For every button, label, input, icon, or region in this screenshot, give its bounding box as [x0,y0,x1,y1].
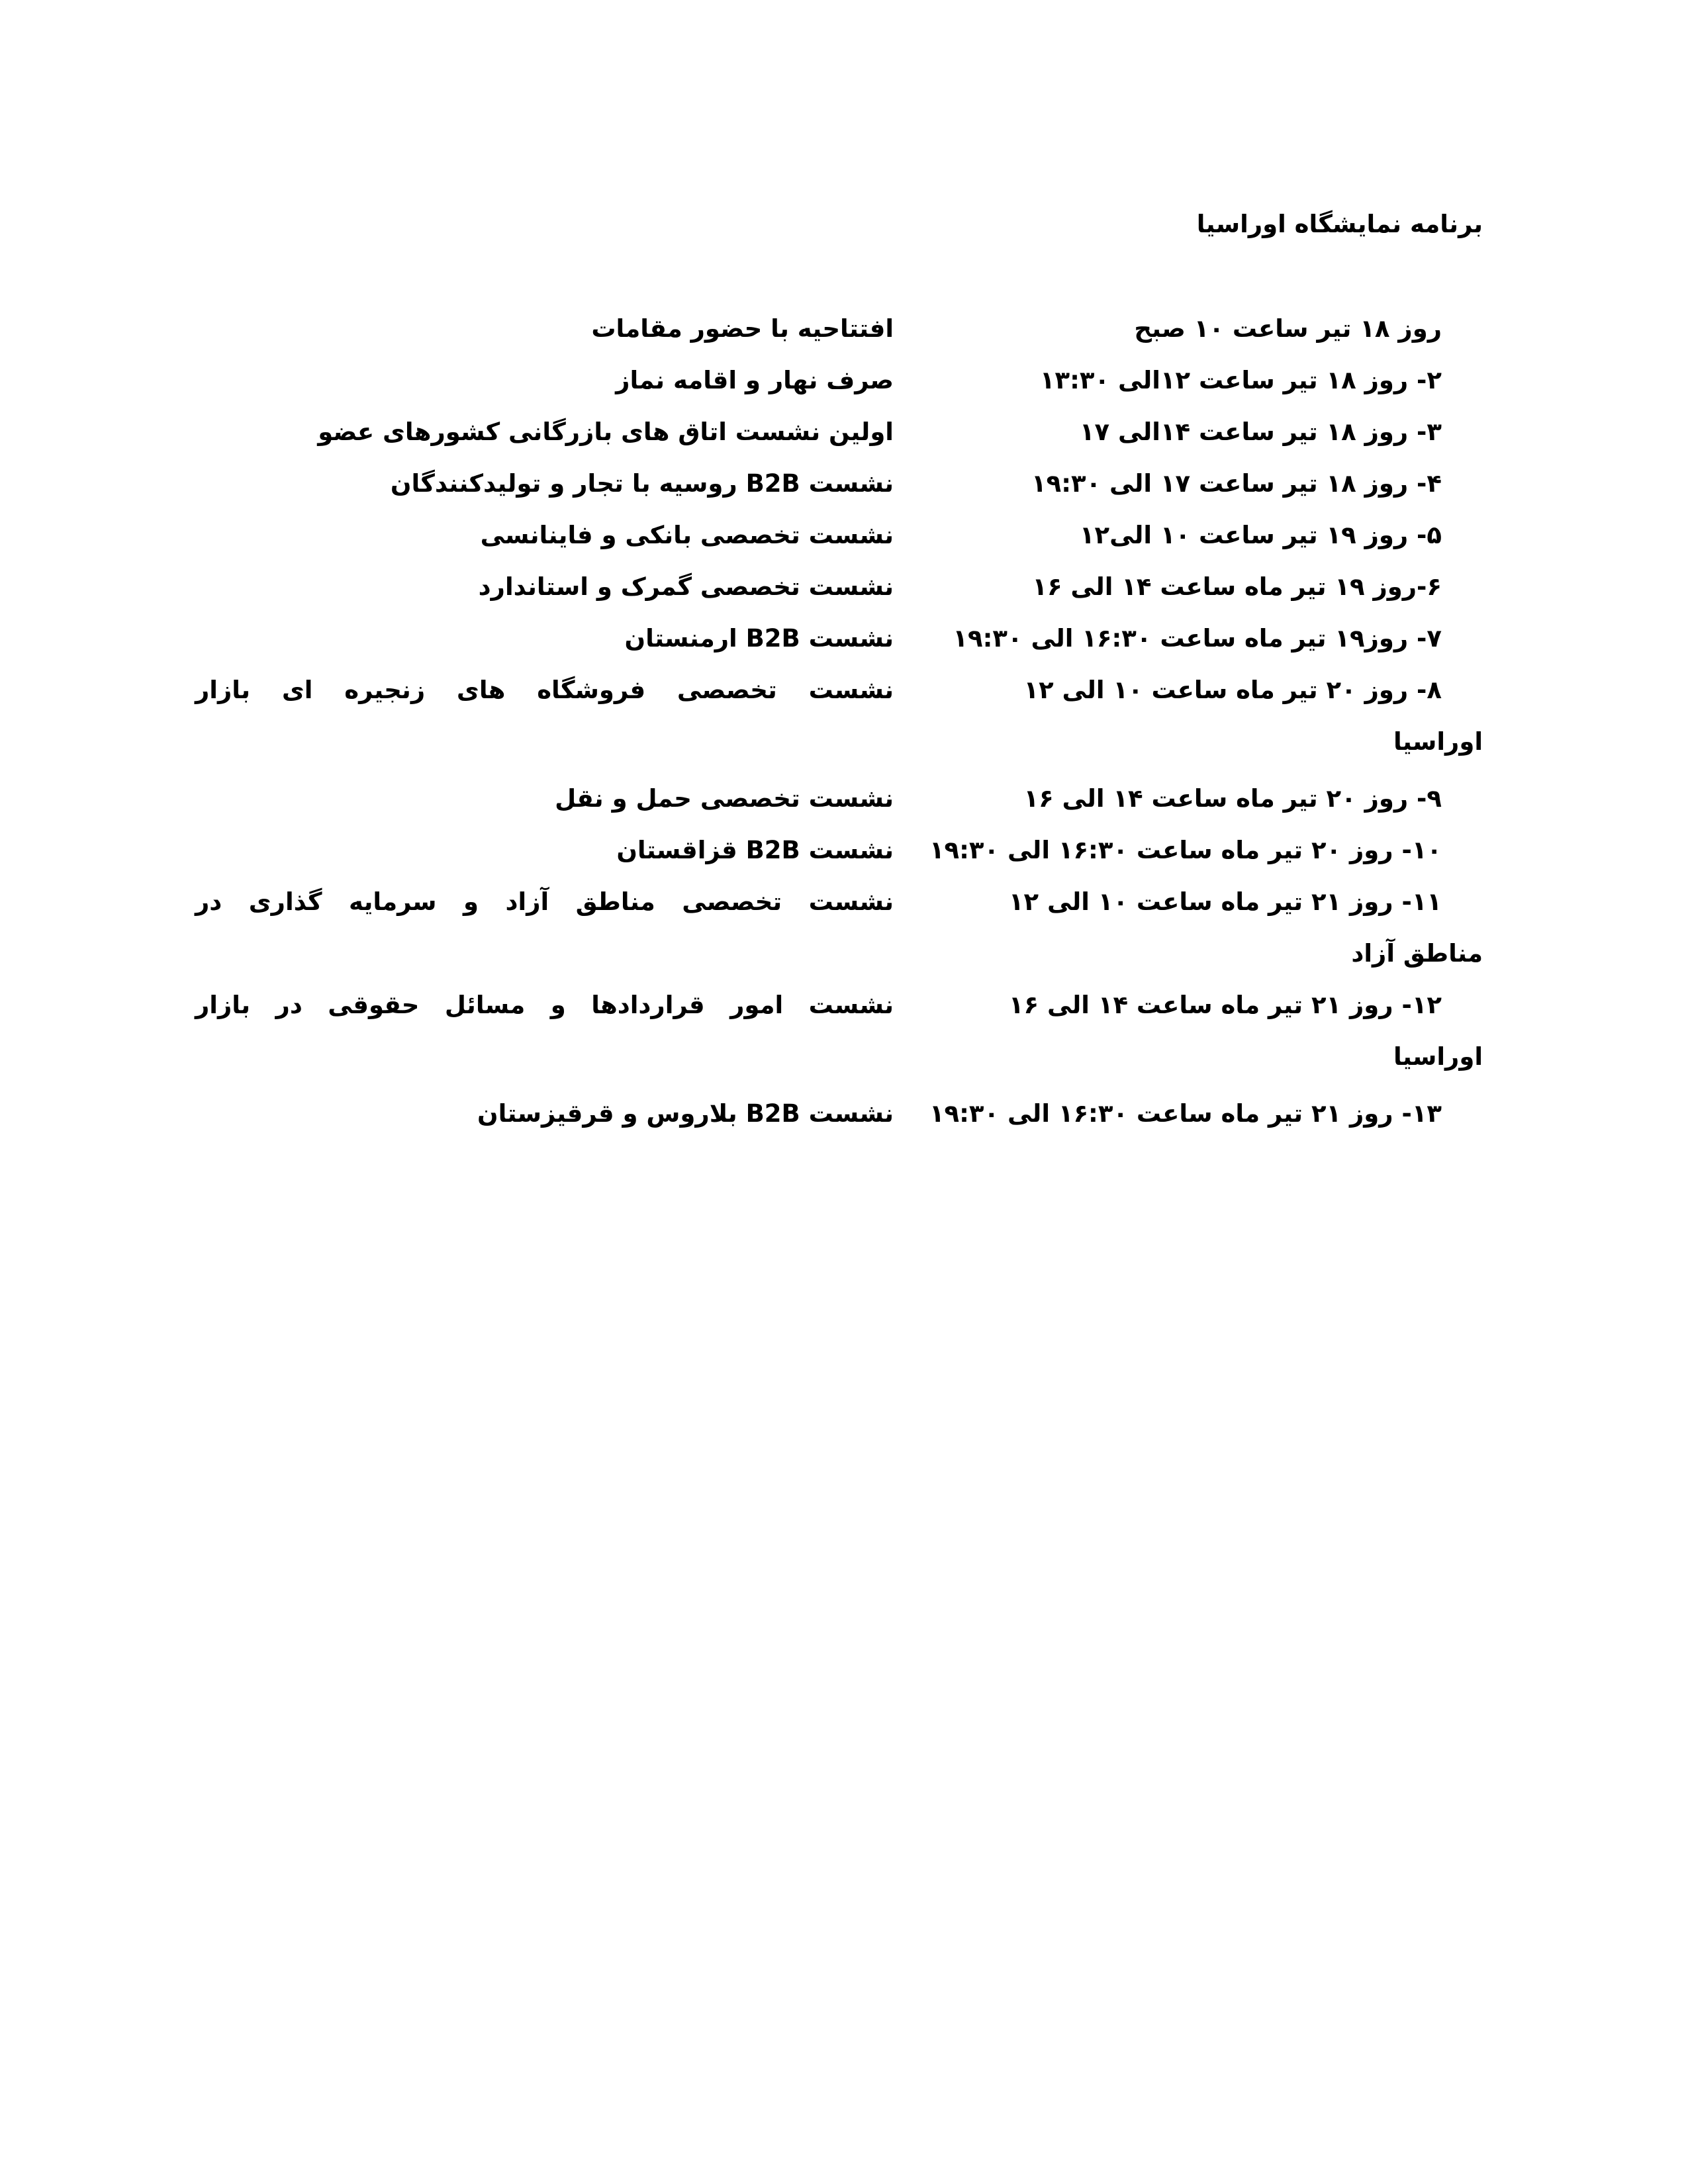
schedule-row [159,773,1483,825]
schedule-event: نشست امور قراردادها و مسائل حقوقی در بازار [195,991,894,1019]
schedule-time: ۴- روز ۱۸ تیر ساعت ۱۷ الی ۱۹:۳۰ [1031,469,1442,498]
schedule-time: ۶-روز ۱۹ تیر ماه ساعت ۱۴ الی ۱۶ [1032,572,1442,601]
schedule-time: ۳- روز ۱۸ تیر ساعت ۱۴الی ۱۷ [1079,418,1442,446]
schedule-time: ۱۱- روز ۲۱ تیر ماه ساعت ۱۰ الی ۱۲ [1008,887,1442,916]
schedule-row [159,979,1483,1088]
schedule-event-continuation: اوراسیا [1393,727,1483,756]
schedule-event: نشست B2B قزاقستان [616,836,894,864]
schedule-event: صرف نهار و اقامه نماز [616,366,894,394]
schedule-time: ۱۳- روز ۲۱ تیر ماه ساعت ۱۶:۳۰ الی ۱۹:۳۰ [929,1099,1442,1128]
schedule-row [159,1088,1483,1140]
schedule-time: ۲- روز ۱۸ تیر ساعت ۱۲الی ۱۳:۳۰ [1039,366,1442,394]
schedule-row [159,303,1483,355]
schedule-event: نشست تخصصی فروشگاه های زنجیره ای بازار [195,676,894,704]
schedule-event: نشست تخصصی گمرک و استاندارد [478,572,894,601]
schedule-time: ۸- روز ۲۰ تیر ماه ساعت ۱۰ الی ۱۲ [1023,676,1442,704]
schedule-event: نشست B2B روسیه با تجار و تولیدکنندگان [390,469,894,498]
schedule-event: نشست تخصصی حمل و نقل [555,784,894,813]
schedule-event: اولین نشست اتاق های بازرگانی کشورهای عضو [318,418,894,446]
schedule-time: ۱۲- روز ۲۱ تیر ماه ساعت ۱۴ الی ۱۶ [1008,991,1442,1019]
schedule-time: روز ۱۸ تیر ساعت ۱۰ صبح [1134,314,1442,343]
schedule-list [159,303,1483,1140]
schedule-event: نشست B2B ارمنستان [624,624,894,653]
schedule-time: ۷- روز۱۹ تیر ماه ساعت ۱۶:۳۰ الی ۱۹:۳۰ [953,624,1442,653]
schedule-event: نشست تخصصی مناطق آزاد و سرمایه گذاری در [195,887,894,916]
schedule-row [159,355,1483,406]
schedule-time: ۱۰- روز ۲۰ تیر ماه ساعت ۱۶:۳۰ الی ۱۹:۳۰ [929,836,1442,864]
schedule-event: نشست تخصصی بانکی و فاینانسی [480,521,894,549]
schedule-row [159,825,1483,876]
document-title: برنامه نمایشگاه اوراسیا [1196,210,1483,238]
schedule-event: افتتاحیه با حضور مقامات [591,314,894,343]
schedule-row [159,510,1483,561]
schedule-row [159,561,1483,613]
schedule-event: نشست B2B بلاروس و قرقیزستان [477,1099,894,1128]
schedule-row [159,613,1483,664]
schedule-event-continuation: اوراسیا [1393,1042,1483,1071]
schedule-row [159,664,1483,773]
schedule-time: ۹- روز ۲۰ تیر ماه ساعت ۱۴ الی ۱۶ [1023,784,1442,813]
schedule-event-continuation: مناطق آزاد [1351,939,1483,968]
schedule-time: ۵- روز ۱۹ تیر ساعت ۱۰ الی۱۲ [1079,521,1442,549]
schedule-row [159,876,1483,979]
schedule-row [159,458,1483,510]
schedule-row [159,406,1483,458]
